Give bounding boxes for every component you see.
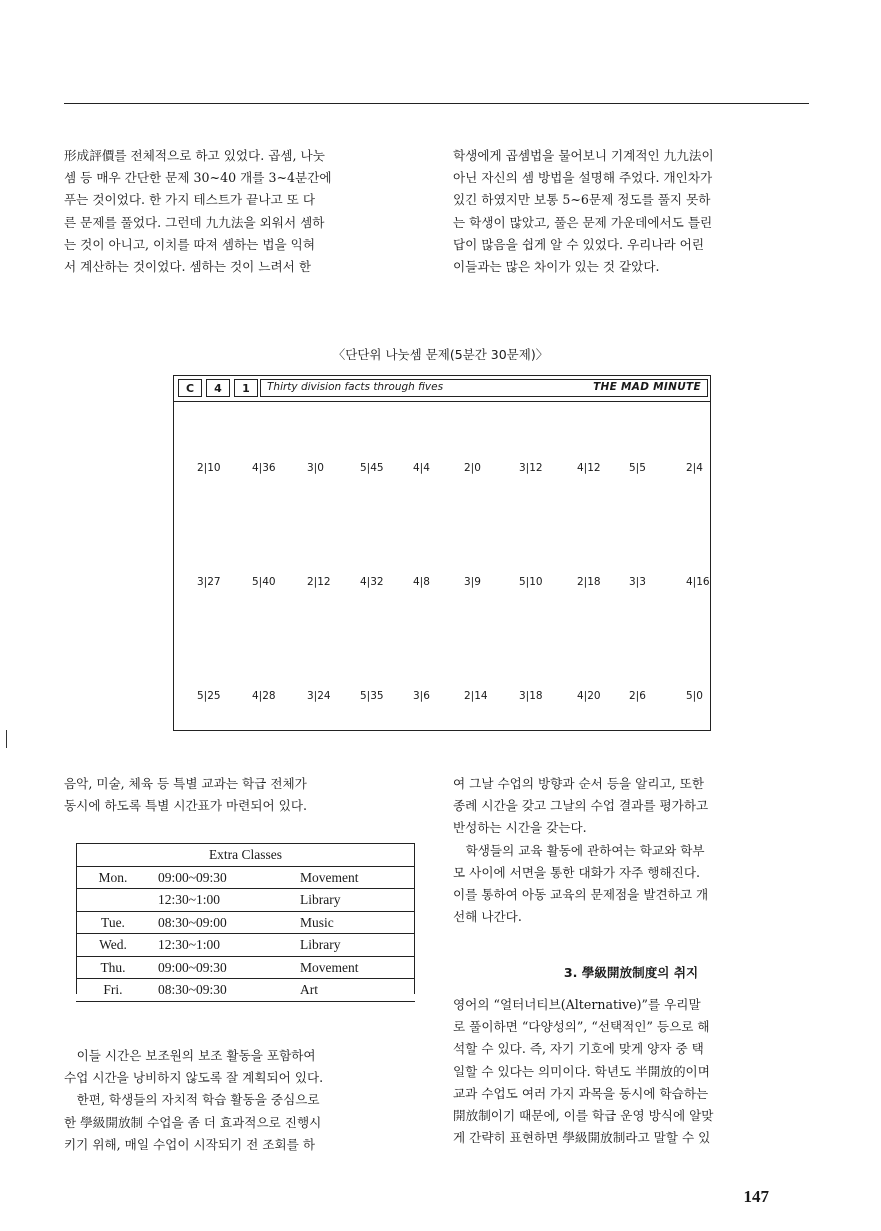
text-line: 종례 시간을 갖고 그날의 수업 결과를 평가하고 — [453, 798, 709, 814]
margin-mark — [6, 730, 7, 748]
division-problem: 3|18 — [519, 690, 543, 702]
text-line: 이들 시간은 보조원의 보조 활동을 포함하여 — [76, 1048, 316, 1063]
table-right-border — [414, 843, 415, 994]
division-problem: 3|0 — [307, 462, 324, 474]
column-left-top-text — [64, 145, 419, 278]
division-problem: 4|4 — [413, 462, 430, 474]
text-line: 는 학생이 많았고, 풀은 문제 가운데에서도 틀린 — [453, 214, 713, 230]
division-problem: 3|6 — [413, 690, 430, 702]
column-right-mid-text — [453, 773, 809, 928]
division-worksheet — [173, 375, 711, 731]
division-problem: 5|35 — [360, 690, 384, 702]
table-cell-time: 09:00~09:30 — [150, 956, 298, 979]
top-rule — [64, 103, 809, 104]
text-line: 른 문제를 풀었다. 그런데 九九法을 외워서 셈하 — [64, 214, 325, 230]
text-line: 는 것이 아니고, 이치를 따져 셈하는 법을 익혀 — [64, 236, 316, 252]
column-right-bottom-text — [453, 994, 809, 1149]
table-cell-time: 09:00~09:30 — [150, 866, 298, 889]
table-cell-day: Fri. — [76, 979, 150, 1002]
division-problem: 2|0 — [464, 462, 481, 474]
division-problem: 5|45 — [360, 462, 384, 474]
text-line: 한편, 학생들의 자치적 학습 활동을 중심으로 — [76, 1092, 320, 1108]
text-line: 반성하는 시간을 갖는다. — [453, 820, 587, 836]
text-line: 일할 수 있다는 의미이다. 학년도 半開放的이며 — [453, 1063, 710, 1079]
table-cell-day: Mon. — [76, 866, 150, 889]
division-problem: 3|3 — [629, 576, 646, 588]
table-cell-subject: Movement — [298, 956, 415, 979]
text-line: 한 學級開放制 수업을 좀 더 효과적으로 진행시 — [64, 1114, 322, 1130]
worksheet-title-box — [260, 379, 708, 397]
division-problem: 2|12 — [307, 576, 331, 588]
table-cell-time: 08:30~09:00 — [150, 911, 298, 934]
text-line: 학생에게 곱셈법을 물어보니 기계적인 九九法이 — [453, 148, 714, 163]
worksheet-number-box: 4 — [206, 379, 230, 397]
text-line: 푸는 것이었다. 한 가지 테스트가 끝나고 또 다 — [64, 192, 316, 208]
division-problem: 4|20 — [577, 690, 601, 702]
table-cell-day — [76, 889, 150, 912]
division-problem: 5|10 — [519, 576, 543, 588]
text-line: 석할 수 있다. 즉, 자기 기호에 맞게 양자 중 택 — [453, 1041, 704, 1057]
division-problem: 4|8 — [413, 576, 430, 588]
text-line: 形成評價를 전체적으로 하고 있었다. 곱셈, 나눗 — [64, 148, 325, 163]
table-caption: Extra Classes — [76, 844, 415, 867]
division-problem: 5|5 — [629, 462, 646, 474]
division-problem: 5|40 — [252, 576, 276, 588]
table-left-border — [76, 843, 77, 994]
paragraph — [453, 840, 809, 929]
text-line: 수업 시간을 낭비하지 않도록 잘 계획되어 있다. — [64, 1070, 324, 1086]
division-problem: 3|12 — [519, 462, 543, 474]
table-cell-subject: Library — [298, 934, 415, 957]
division-problem: 3|24 — [307, 690, 331, 702]
text-line: 학생들의 교육 활동에 관하여는 학교와 학부 — [465, 842, 705, 858]
paragraph — [64, 1045, 419, 1089]
division-problem: 4|28 — [252, 690, 276, 702]
worksheet-page-box: 1 — [234, 379, 258, 397]
division-problem: 2|18 — [577, 576, 601, 588]
table-row — [76, 956, 415, 979]
table-cell-time: 12:30~1:00 — [150, 934, 298, 957]
text-line: 서 계산하는 것이었다. 셈하는 것이 느려서 한 — [64, 259, 312, 275]
text-line: 영어의 “얼터너티브(Alternative)”를 우리말 — [453, 997, 701, 1012]
division-problem: 3|9 — [464, 576, 481, 588]
table-row — [76, 934, 415, 957]
column-left-mid-text — [64, 773, 419, 817]
extra-classes-table — [76, 843, 415, 1002]
text-line: 있긴 하였지만 보통 5~6문제 정도를 풀지 못하 — [453, 192, 711, 208]
section-heading: 3. 學級開放制度의 취지 — [563, 965, 699, 980]
text-line: 모 사이에 서면을 통한 대화가 자주 행해진다. — [453, 864, 701, 880]
text-line: 여 그날 수업의 방향과 순서 등을 알리고, 또한 — [453, 776, 705, 791]
division-problem: 2|10 — [197, 462, 221, 474]
division-problem: 2|14 — [464, 690, 488, 702]
text-line: 선해 나간다. — [453, 909, 522, 925]
table-row — [76, 979, 415, 1002]
text-line: 동시에 하도록 특별 시간표가 마련되어 있다. — [64, 798, 307, 814]
table-cell-subject: Library — [298, 889, 415, 912]
worksheet-brand: THE MAD MINUTE — [593, 381, 701, 393]
worksheet-header — [174, 376, 710, 402]
table-cell-subject: Movement — [298, 866, 415, 889]
worksheet-title: Thirty division facts through fives — [267, 381, 444, 393]
table-cell-subject: Art — [298, 979, 415, 1002]
table-cell-time: 12:30~1:00 — [150, 889, 298, 912]
page-number: 147 — [743, 1187, 769, 1206]
division-problem: 3|27 — [197, 576, 221, 588]
division-problem: 5|25 — [197, 690, 221, 702]
table-row — [76, 911, 415, 934]
text-line: 교과 수업도 여러 가지 과목을 동시에 학습하는 — [453, 1085, 709, 1101]
text-line: 아닌 자신의 셈 방법을 설명해 주었다. 개인차가 — [453, 170, 713, 186]
table-cell-time: 08:30~09:30 — [150, 979, 298, 1002]
text-line: 로 풀이하면 “다양성의”, “선택적인” 등으로 해 — [453, 1019, 710, 1035]
table-row — [76, 866, 415, 889]
text-line: 키기 위해, 매일 수업이 시작되기 전 조회를 하 — [64, 1136, 316, 1152]
table-row — [76, 889, 415, 912]
text-line: 게 간략히 표현하면 學級開放制라고 말할 수 있 — [453, 1130, 711, 1146]
text-line: 이들과는 많은 차이가 있는 것 같았다. — [453, 259, 660, 275]
figure-caption: 〈단단위 나눗셈 문제(5분간 30문제)〉 — [332, 347, 549, 362]
division-problem: 5|0 — [686, 690, 703, 702]
text-line: 음악, 미술, 체육 등 특별 교과는 학급 전체가 — [64, 776, 307, 791]
text-line: 답이 많음을 쉽게 알 수 있었다. 우리나라 어린 — [453, 236, 705, 252]
column-right-top-text — [453, 145, 809, 278]
division-problem: 4|12 — [577, 462, 601, 474]
paragraph — [64, 1089, 419, 1156]
worksheet-level-box: C — [178, 379, 202, 397]
table-cell-day: Tue. — [76, 911, 150, 934]
table-cell-day: Thu. — [76, 956, 150, 979]
text-line: 開放制이기 때문에, 이를 학급 운영 방식에 알맞 — [453, 1108, 714, 1124]
division-problem: 2|6 — [629, 690, 646, 702]
division-problem: 2|4 — [686, 462, 703, 474]
text-line: 이를 통하여 아동 교육의 문제점을 발견하고 개 — [453, 887, 709, 903]
column-left-bottom-text — [64, 1045, 419, 1156]
table-cell-subject: Music — [298, 911, 415, 934]
text-line: 셈 등 매우 간단한 문제 30~40 개를 3~4분간에 — [64, 170, 332, 186]
division-problem: 4|16 — [686, 576, 710, 588]
division-problem: 4|32 — [360, 576, 384, 588]
division-problem: 4|36 — [252, 462, 276, 474]
table-cell-day: Wed. — [76, 934, 150, 957]
paragraph — [453, 773, 809, 840]
